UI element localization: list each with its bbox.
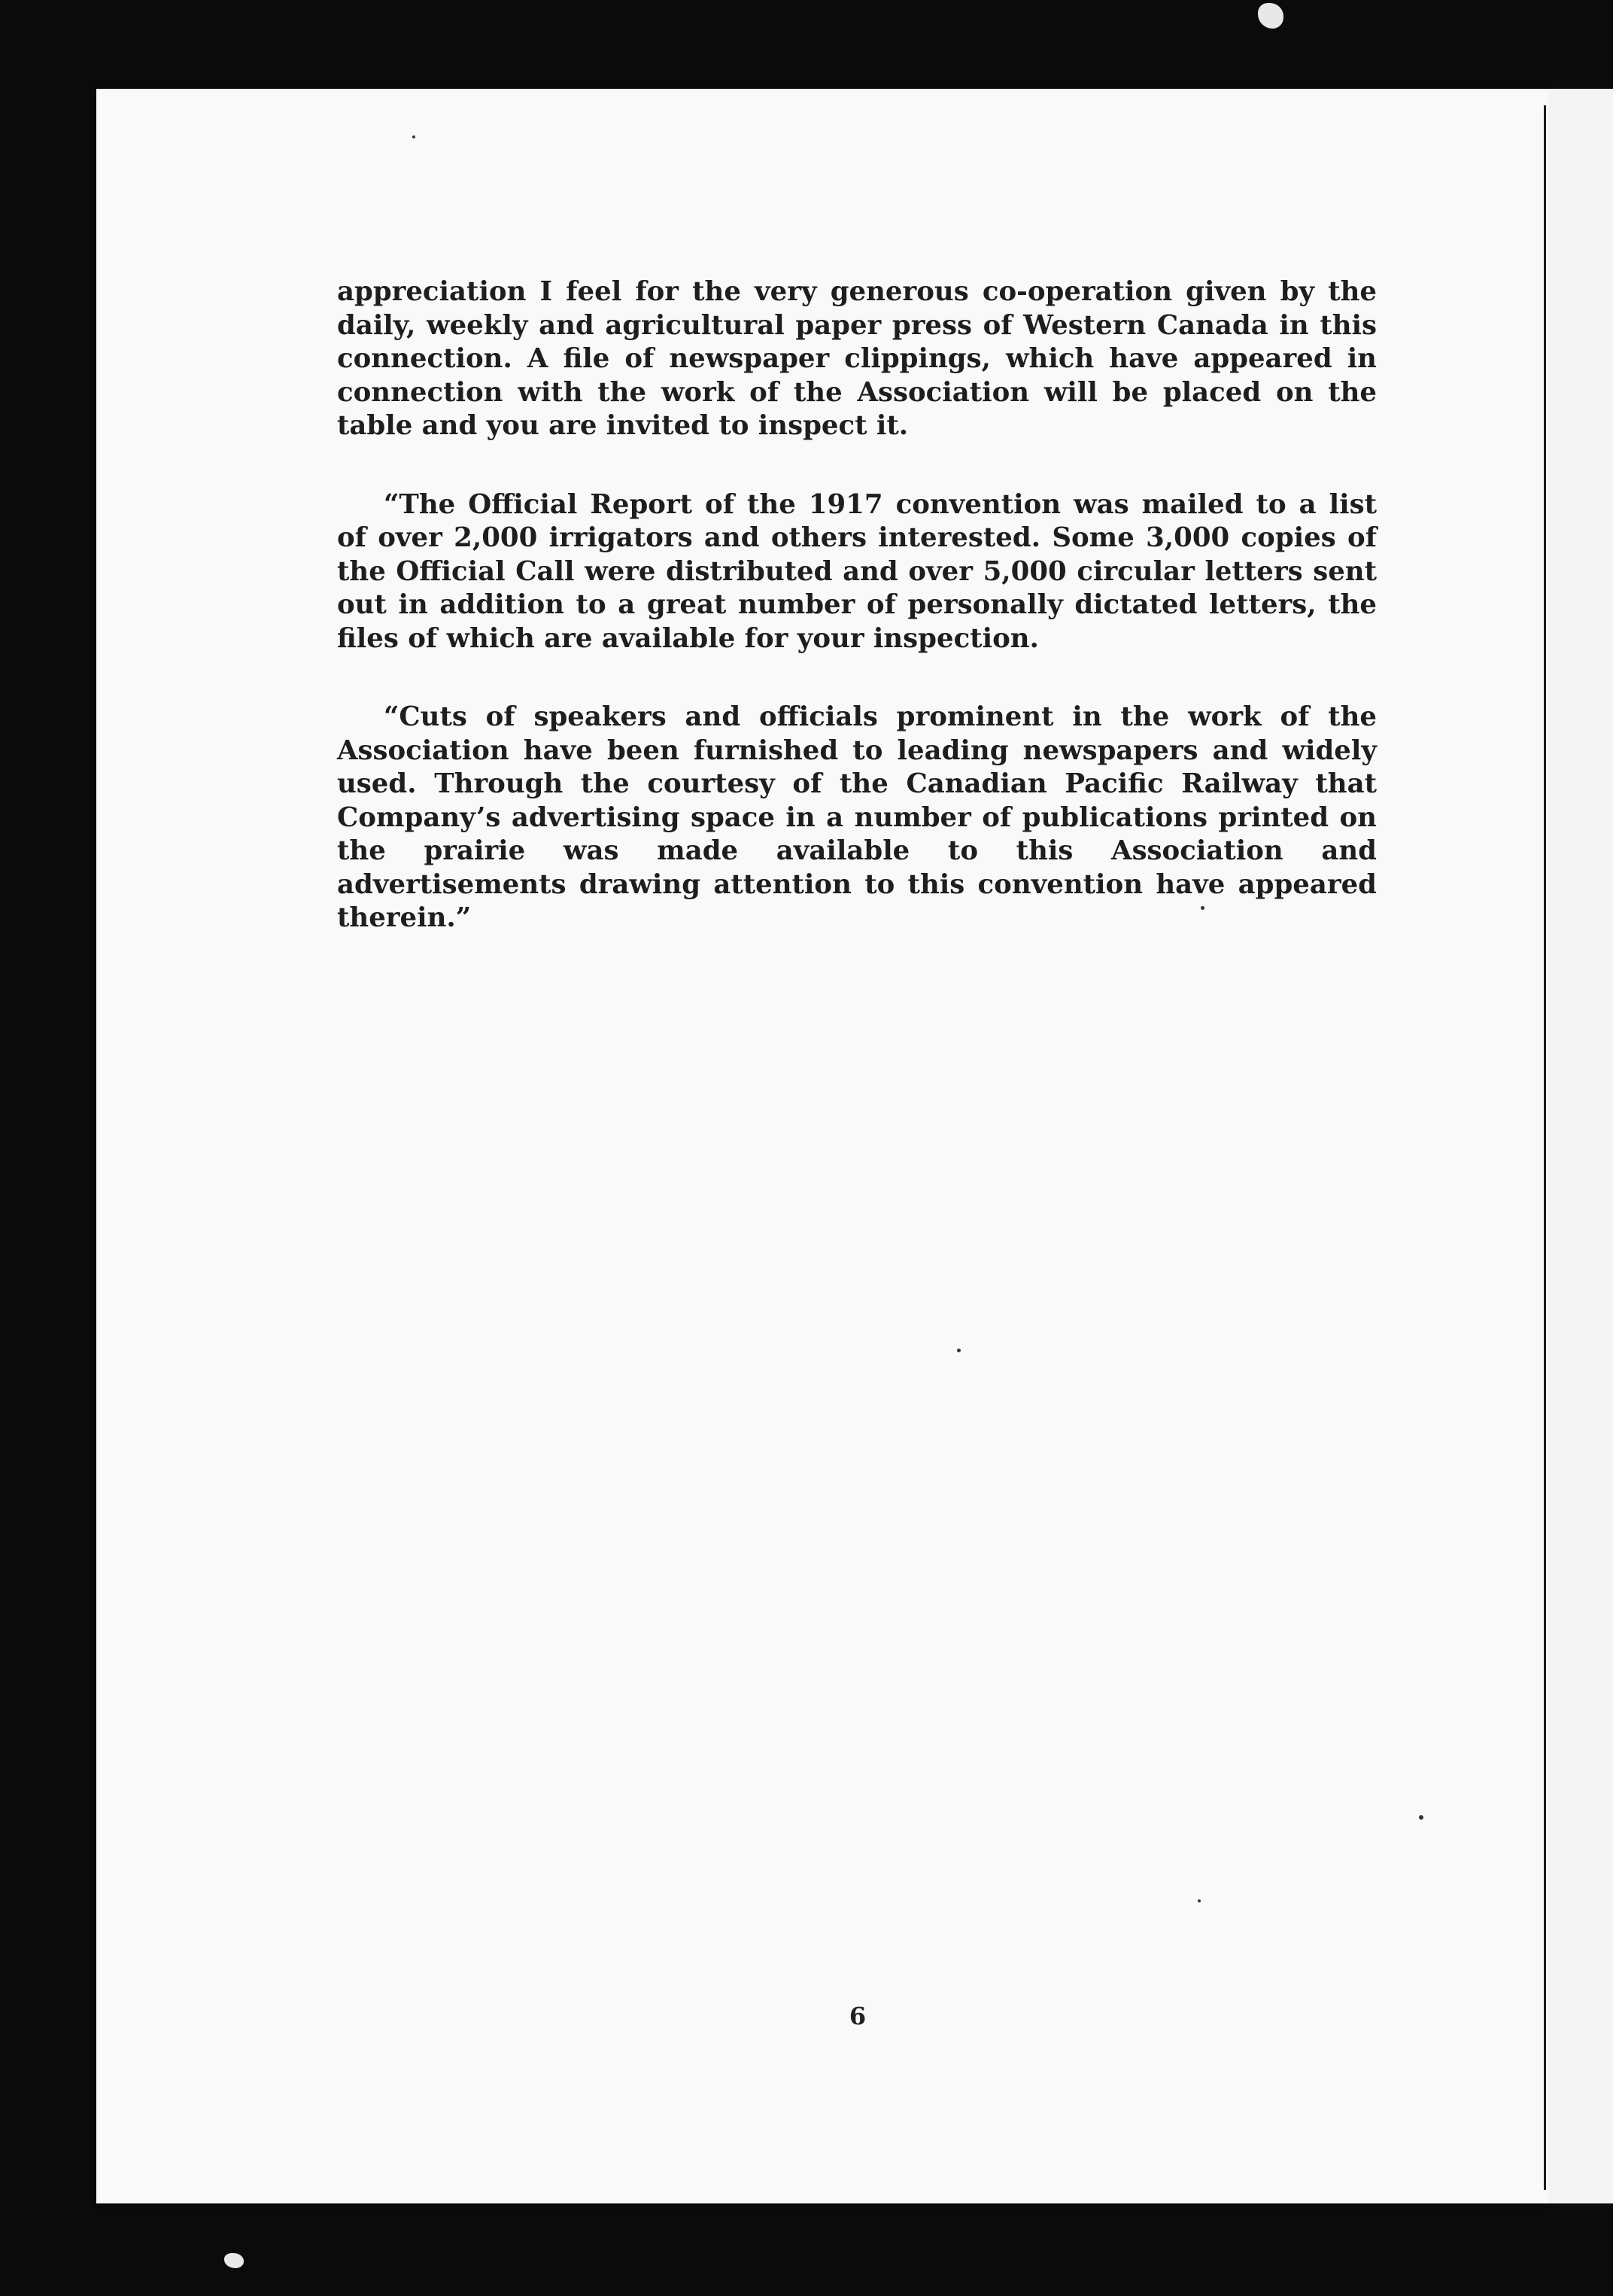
dust-speck — [1198, 1899, 1201, 1902]
dust-speck — [957, 1349, 961, 1352]
page-number: 6 — [849, 2002, 867, 2030]
paragraph-3: “Cuts of speakers and officials prominent in the work of the Association have been furnished to leading newspapers and widely used. Through the courtesy of the Canadian Pacific Railway that Company’s advertising space in a number of publications printed on the prairie was made available to this Association and advertisements drawing attention to this convention have appeared therein.” — [337, 701, 1377, 933]
dust-speck — [1201, 906, 1204, 910]
adjacent-page-edge — [1548, 89, 1613, 2203]
paragraph-2: “The Official Report of the 1917 convention was mailed to a list of over 2,000 irrigators and others interested. Some 3,000 copies of the Official Call were distributed and over 5,000 circular letters sent out in addition to a great number of personally dictated letters, the files of which are available for your inspection. — [337, 488, 1377, 654]
scan-artifact-bottom — [224, 2253, 244, 2268]
dust-speck — [1419, 1815, 1423, 1820]
paragraph-1: appreciation I feel for the very generous co-operation given by the daily, weekly and agricultural paper press of Western Canada in this connection. A file of newspaper clippings, which have appeared in connection with the work of the Association will be placed on the table and you are invited to inspect it. — [337, 276, 1377, 441]
dust-speck — [412, 135, 415, 138]
body-text — [337, 275, 1377, 981]
page-fold-line — [1544, 105, 1546, 2190]
